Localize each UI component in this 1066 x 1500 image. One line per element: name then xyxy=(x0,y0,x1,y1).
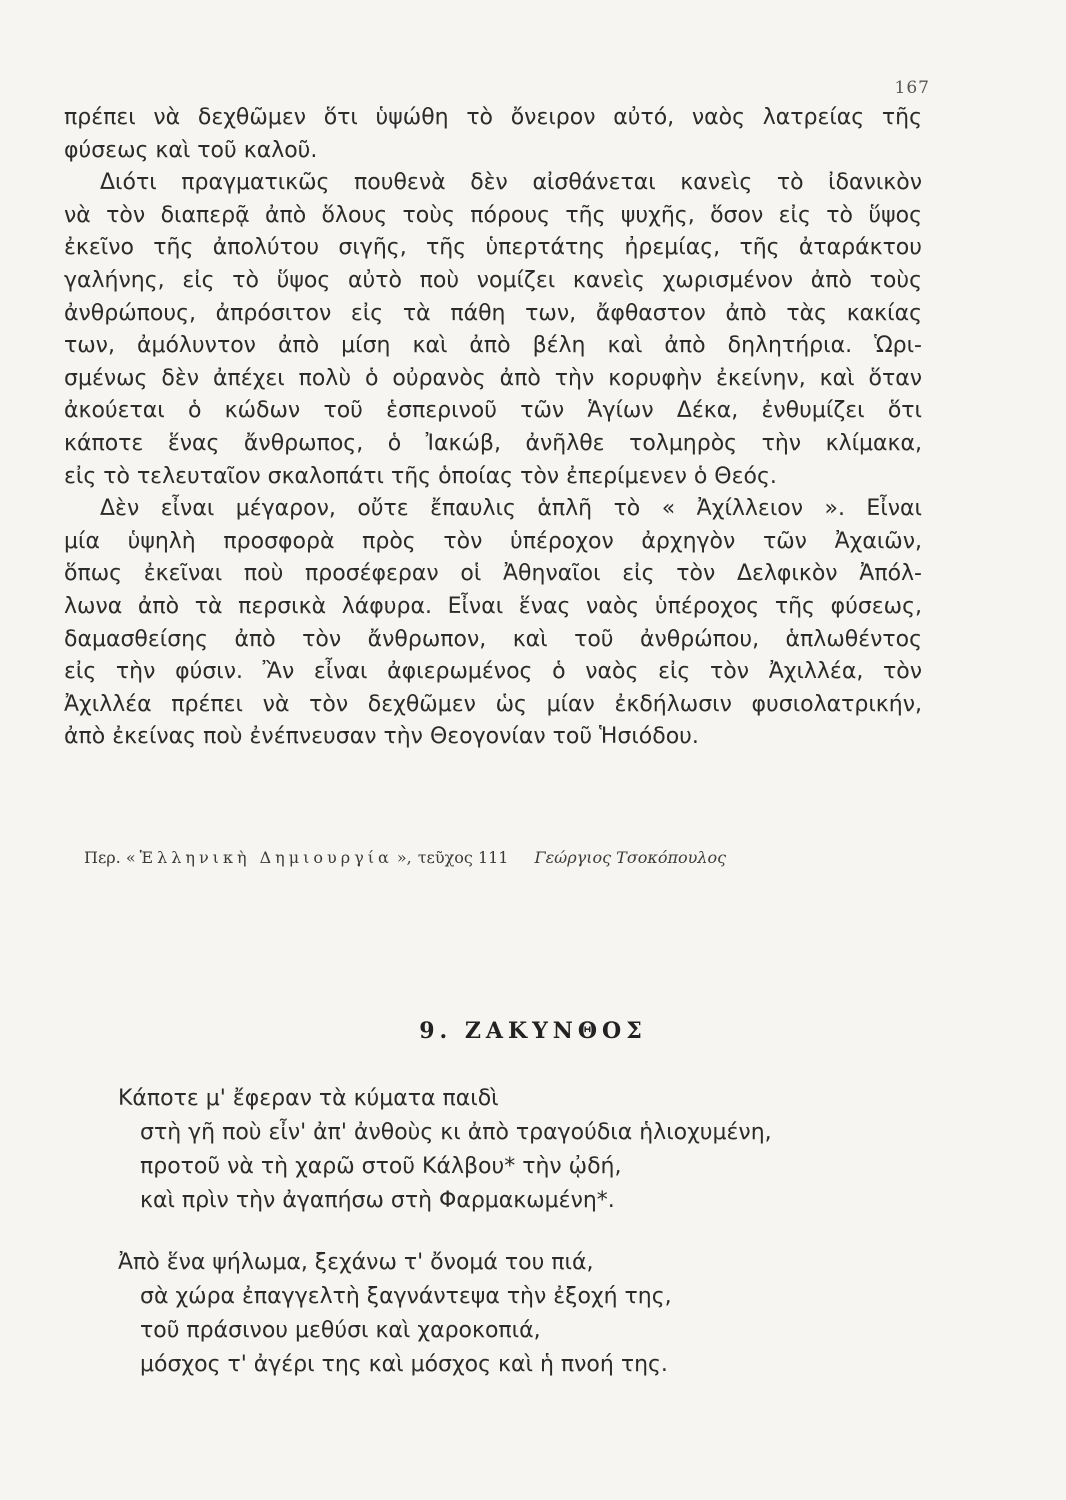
poem-verse: στὴ γῆ ποὺ εἶν' ἀπ' ἀνθοὺς κι ἀπὸ τραγούδια ἡλιοχυμένη, xyxy=(140,1120,772,1145)
text-line: εἰς τὴν φύσιν. Ἂν εἶναι ἀφιερωμένος ὁ ναὸς εἰς τὸν Ἀχιλλέα, τὸν xyxy=(64,659,922,685)
text-line: σμένως δὲν ἀπέχει πολὺ ὁ οὐρανὸς ἀπὸ τὴν κορυφὴν ἐκείνην, καὶ ὅταν xyxy=(64,365,922,391)
text-line: μία ὑψηλὴ προσφορὰ πρὸς τὸν ὑπέροχον ἀρχηγὸν τῶν Ἀχαιῶν, xyxy=(64,528,922,554)
poem-stanza xyxy=(118,1246,918,1382)
text-line: Διότι πραγματικῶς πουθενὰ δὲν αἰσθάνεται κανεὶς τὸ ἰδανικὸν xyxy=(100,170,922,196)
citation-prefix: Περ. « xyxy=(84,848,136,867)
text-line: ἀπὸ ἐκείνας ποὺ ἐνέπνευσαν τὴν Θεογονίαν τοῦ Ἡσιόδου. xyxy=(64,724,699,750)
citation-issue: τεῦχος 111 xyxy=(417,848,509,867)
poem-verse: σὰ χώρα ἐπαγγελτὴ ξαγνάντεψα τὴν ἐξοχή της, xyxy=(140,1284,672,1309)
citation-suffix: », xyxy=(396,848,412,867)
text-line: των, ἀμόλυντον ἀπὸ μίση καὶ ἀπὸ βέλη καὶ ἀπὸ δηλητήρια. Ὡρι- xyxy=(64,333,922,359)
text-line: εἰς τὸ τελευταῖον σκαλοπάτι τῆς ὁποίας τὸν ἐπερίμενεν ὁ Θεός. xyxy=(64,463,777,489)
text-line: ὅπως ἐκεῖναι ποὺ προσέφεραν οἱ Ἀθηναῖοι εἰς τὸν Δελφικὸν Ἀπόλ- xyxy=(64,561,922,587)
poem-verse: τοῦ πράσινου μεθύσι καὶ χαροκοπιά, xyxy=(140,1318,541,1343)
text-line: γαλήνης, εἰς τὸ ὕψος αὐτὸ ποὺ νομίζει κανεὶς χωρισμένον ἀπὸ τοὺς xyxy=(64,267,922,293)
page-number: 167 xyxy=(894,78,930,98)
text-line: δαμασθείσης ἀπὸ τὸν ἄνθρωπον, καὶ τοῦ ἀνθρώπου, ἁπλωθέντος xyxy=(64,626,922,652)
text-line: νὰ τὸν διαπερᾷ ἀπὸ ὅλους τοὺς πόρους τῆς ψυχῆς, ὅσον εἰς τὸ ὕψος xyxy=(64,202,922,228)
text-line: ἀνθρώπους, ἀπρόσιτον εἰς τὰ πάθη των, ἄφθαστον ἀπὸ τὰς κακίας xyxy=(64,300,922,326)
section-title: 9. ΖΑΚΥΝΘΟΣ xyxy=(419,1018,647,1044)
poem-verse: μόσχος τ' ἀγέρι της καὶ μόσχος καὶ ἡ πνοή της. xyxy=(140,1352,668,1377)
poem-verse: καὶ πρὶν τὴν ἀγαπήσω στὴ Φαρμακωμένη*. xyxy=(140,1188,615,1213)
poem-verse: Κάποτε μ' ἔφεραν τὰ κύματα παιδὶ xyxy=(118,1086,499,1111)
poem xyxy=(118,1082,918,1410)
text-line: φύσεως καὶ τοῦ καλοῦ. xyxy=(64,137,318,163)
text-line: κάποτε ἕνας ἄνθρωπος, ὁ Ἰακώβ, ἀνῆλθε τολμηρὸς τὴν κλίμακα, xyxy=(64,430,922,456)
text-line: λωνα ἀπὸ τὰ περσικὰ λάφυρα. Εἶναι ἕνας ναὸς ὑπέροχος τῆς φύσεως, xyxy=(64,593,922,619)
poem-verse: Ἀπὸ ἕνα ψήλωμα, ξεχάνω τ' ὄνομά του πιά, xyxy=(118,1250,594,1275)
prose-body xyxy=(64,102,922,754)
text-line: ἐκεῖνο τῆς ἀπολύτου σιγῆς, τῆς ὑπερτάτης ἠρεμίας, τῆς ἀταράκτου xyxy=(64,235,922,261)
text-line: πρέπει νὰ δεχθῶμεν ὅτι ὑψώθη τὸ ὄνειρον αὐτό, ναὸς λατρείας τῆς xyxy=(64,105,922,130)
text-line: Δὲν εἶναι μέγαρον, οὔτε ἔπαυλις ἁπλῆ τὸ « Ἀχίλλειον ». Εἶναι xyxy=(100,496,922,522)
poem-stanza xyxy=(118,1082,918,1218)
poem-verse: προτοῦ νὰ τὴ χαρῶ στοῦ Κάλβου* τὴν ᾠδή, xyxy=(140,1154,622,1179)
text-line: ἀκούεται ὁ κώδων τοῦ ἑσπερινοῦ τῶν Ἁγίων Δέκα, ἐνθυμίζει ὅτι xyxy=(64,398,922,424)
citation xyxy=(84,848,904,867)
citation-journal: Ἑλληνικὴ Δημιουργία xyxy=(139,848,393,867)
text-line: Ἀχιλλέα πρέπει νὰ τὸν δεχθῶμεν ὡς μίαν ἐκδήλωσιν φυσιολατρικήν, xyxy=(64,691,922,717)
citation-author: Γεώργιος Τσοκόπουλος xyxy=(534,848,727,867)
